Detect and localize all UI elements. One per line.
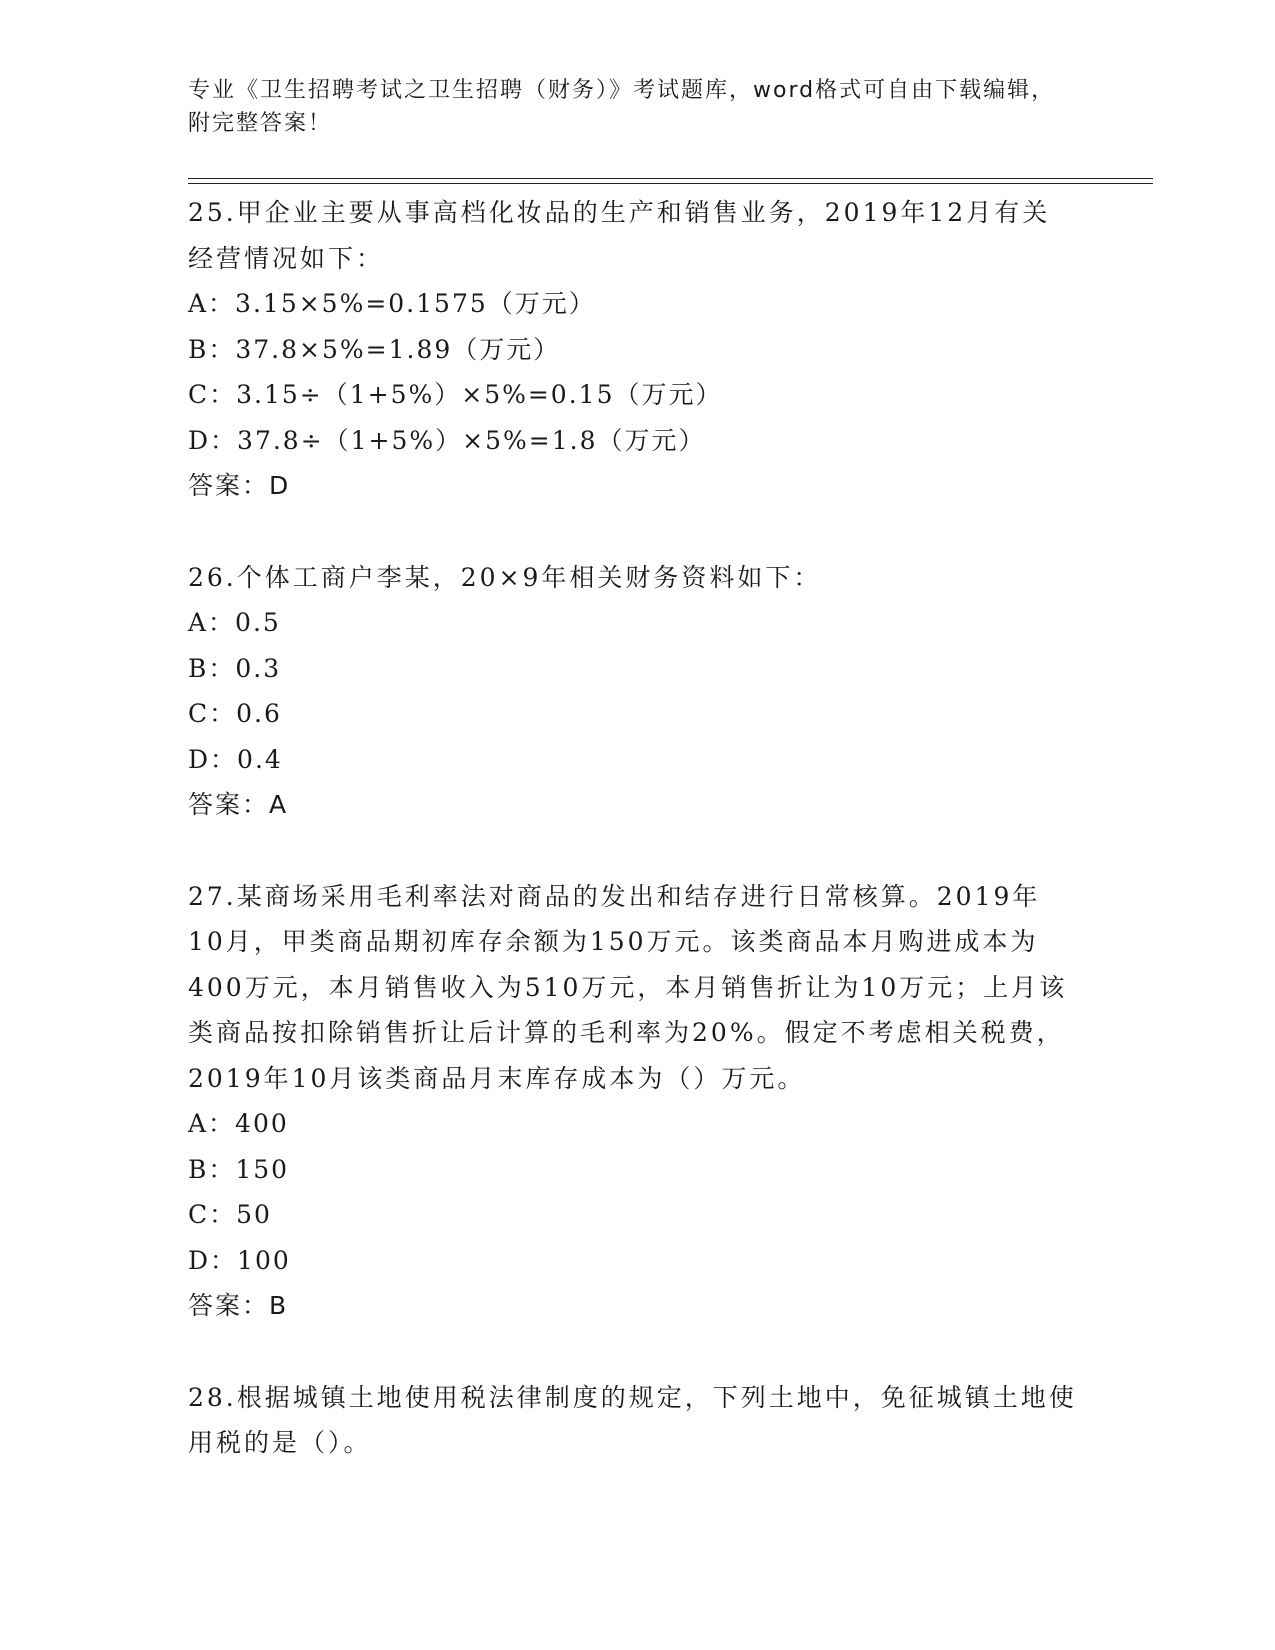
question-text: 25.甲企业主要从事高档化妆品的生产和销售业务，2019年12月有关经营情况如下： <box>188 198 1051 273</box>
question-text: 26.个体工商户李某，20×9年相关财务资料如下： <box>188 562 822 592</box>
question-list <box>188 190 1078 1466</box>
option-c: C：0.6 <box>188 699 282 728</box>
spacer <box>188 1329 1078 1375</box>
option-d: D：37.8÷（1+5%）×5%=1.8（万元） <box>188 425 706 455</box>
question-27 <box>188 874 1078 1329</box>
option-b: B：37.8×5%=1.89（万元） <box>188 334 561 364</box>
question-28 <box>188 1375 1078 1466</box>
header-divider-bottom <box>188 183 1153 184</box>
option-a: A：400 <box>188 1109 289 1138</box>
question-text: 28.根据城镇土地使用税法律制度的规定，下列土地中，免征城镇土地使用税的是（）。 <box>188 1382 1077 1457</box>
answer-line: 答案：D <box>188 471 291 500</box>
spacer <box>188 509 1078 555</box>
option-d: D：100 <box>188 1245 291 1275</box>
page-header: 专业《卫生招聘考试之卫生招聘（财务）》考试题库，word格式可自由下载编辑，附完整答案！ <box>188 78 1056 136</box>
question-25 <box>188 190 1078 509</box>
option-b: B：0.3 <box>188 653 282 683</box>
spacer <box>188 828 1078 874</box>
question-text: 27.某商场采用毛利率法对商品的发出和结存进行日常核算。2019年10月，甲类商品期初库存余额为150万元。该类商品本月购进成本为400万元，本月销售收入为510万元，本月销售折让为10万元；上月该类商品按扣除销售折让后计算的毛利率为20%。假定不考虑相关税费，2019年10月该类商品月末库存成本为（）万元。 <box>188 881 1068 1093</box>
option-a: A：3.15×5%=0.1575（万元） <box>188 289 596 318</box>
question-26 <box>188 555 1078 828</box>
option-c: C：50 <box>188 1200 272 1229</box>
header-divider-top <box>188 178 1153 179</box>
option-a: A：0.5 <box>188 608 281 637</box>
option-d: D：0.4 <box>188 744 283 774</box>
option-b: B：150 <box>188 1154 290 1184</box>
answer-line: 答案：B <box>188 1291 289 1320</box>
option-c: C：3.15÷（1+5%）×5%=0.15（万元） <box>188 380 723 409</box>
answer-line: 答案：A <box>188 790 289 819</box>
